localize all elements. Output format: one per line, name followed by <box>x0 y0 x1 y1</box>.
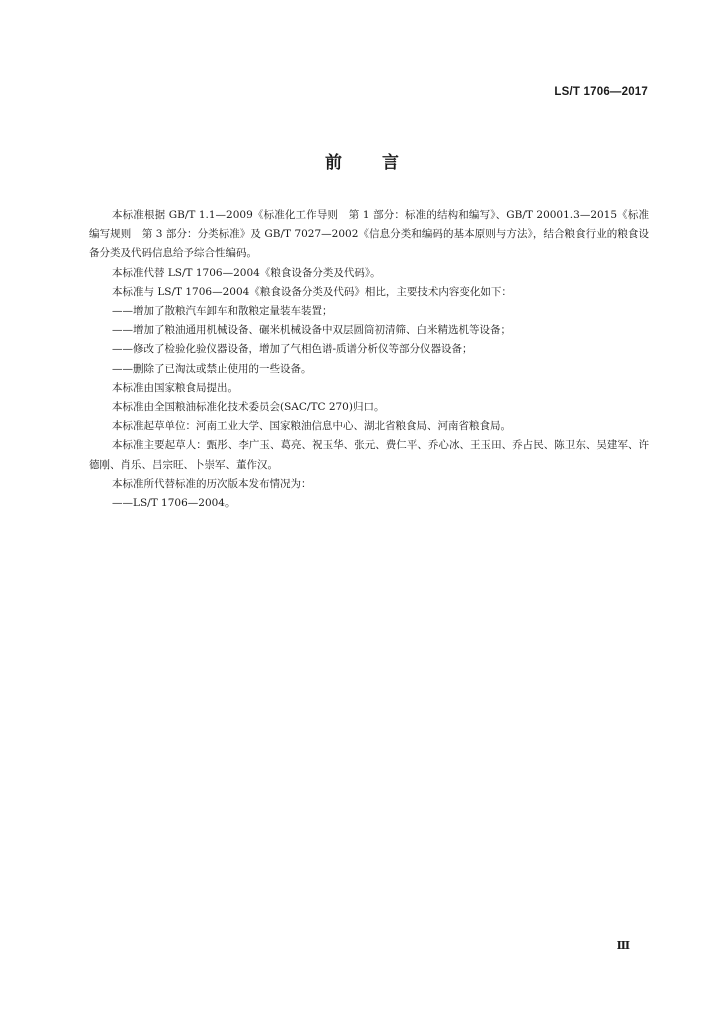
foreword-body <box>89 206 649 513</box>
page-title <box>0 148 724 173</box>
paragraph-committee: 本标准由全国粮油标准化技术委员会(SAC/TC 270)归口。 <box>112 401 385 414</box>
paragraph-changes-intro: 本标准与 LS/T 1706—2004《粮食设备分类及代码》相比，主要技术内容变化如下： <box>112 285 512 298</box>
title-char-1: 前 <box>325 153 342 173</box>
paragraph-drafters: 本标准主要起草人：甄彤、李广玉、葛亮、祝玉华、张元、费仁平、乔心冰、王玉田、乔占民、陈卫东、吴建军、许德刚、肖乐、吕宗旺、卜崇军、董作汉。 <box>89 439 649 471</box>
change-item: ——修改了检验化验仪器设备，增加了气相色谱-质谱分析仪等部分仪器设备； <box>112 343 473 356</box>
page-number: Ⅲ <box>616 939 630 952</box>
paragraph-drafting-units: 本标准起草单位：河南工业大学、国家粮油信息中心、湖北省粮食局、河南省粮食局。 <box>112 420 511 433</box>
history-item: ——LS/T 1706—2004。 <box>112 497 236 510</box>
change-item: ——增加了散粮汽车卸车和散粮定量装车装置； <box>112 305 333 318</box>
change-item: ——增加了粮油通用机械设备、碾米机械设备中双层圆筒初清筛、白米精选机等设备； <box>112 324 511 337</box>
change-item: ——删除了已淘汰或禁止使用的一些设备。 <box>112 362 312 375</box>
paragraph-history-intro: 本标准所代替标准的历次版本发布情况为： <box>112 477 312 490</box>
paragraph-replaces: 本标准代替 LS/T 1706—2004《粮食设备分类及代码》。 <box>112 266 381 279</box>
standard-code: LS/T 1706—2017 <box>554 86 648 98</box>
paragraph-proposer: 本标准由国家粮食局提出。 <box>112 381 238 394</box>
title-char-2: 言 <box>382 153 399 173</box>
paragraph-basis: 本标准根据 GB/T 1.1—2009《标准化工作导则 第 1 部分：标准的结构和编写》、GB/T 20001.3—2015《标准编写规则 第 3 部分：分类标准》及 GB/T 7027—2002《信息分类和编码的基本原则与方法》，结合粮食行业的粮食设备分类及代码信息给予综合性编码。 <box>89 209 649 260</box>
